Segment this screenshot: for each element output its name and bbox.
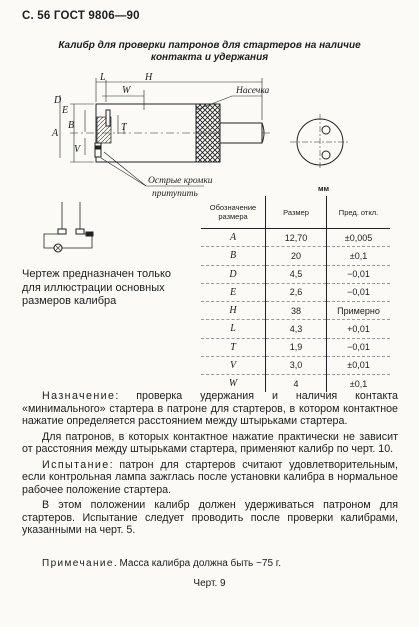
cell-size: 12,70: [266, 229, 327, 247]
table-row: [201, 247, 390, 265]
dim-label-D: D: [54, 95, 62, 106]
pin-top: [106, 110, 110, 126]
table-row: [201, 265, 390, 283]
header-designation: Обозначение размера: [201, 196, 266, 229]
cell-symbol: H: [201, 302, 266, 320]
cell-tolerance: ±0,005: [327, 229, 391, 247]
dim-label-W: W: [122, 85, 131, 96]
drawing-title-line-1: Калибр для проверки патронов для стартеров на наличие: [58, 40, 361, 51]
table-unit: мм: [318, 184, 330, 193]
cell-size: 38: [266, 302, 327, 320]
knurled-ring: [196, 104, 220, 162]
cell-size: 4: [266, 375, 327, 393]
cell-tolerance: ±0,01: [327, 356, 391, 374]
cell-size: 1,9: [266, 338, 327, 356]
table-row: [201, 283, 390, 301]
edges-label-line-2: притупить: [152, 189, 198, 199]
paragraph-purpose: [22, 390, 398, 428]
table-row: [201, 229, 390, 247]
cell-size: 2,6: [266, 283, 327, 301]
paragraph-test: [22, 459, 398, 497]
notch-label: Насечка: [236, 86, 270, 96]
page-header: С. 56 ГОСТ 9806—90: [22, 10, 140, 22]
note-text: . Масса калибра должна быть ~75 г.: [113, 558, 281, 569]
note-label: Примечание: [42, 558, 114, 569]
cell-symbol: L: [201, 320, 266, 338]
dim-label-A: A: [52, 128, 59, 139]
figure-reference: Черт. 9: [193, 578, 226, 589]
header-tolerance: Пред. откл.: [327, 196, 391, 229]
dim-label-B: B: [68, 120, 75, 131]
drawing-title-line-2: контакта и удержания: [150, 52, 269, 63]
cell-tolerance: ±0,1: [327, 375, 391, 393]
cell-symbol: W: [201, 375, 266, 393]
dim-label-V: V: [74, 144, 81, 155]
dim-label-E: E: [62, 105, 69, 116]
gauge-shaft: [220, 123, 262, 143]
cell-size: 4,5: [266, 265, 327, 283]
paragraph-hold: В этом положении калибр должен удерживаться патроном для стартеров. Испытание следует проводить после проверки калибрами, указанными на черт. 5.: [22, 499, 398, 536]
cell-tolerance: ±0,1: [327, 247, 391, 265]
cell-symbol: B: [201, 247, 266, 265]
cell-symbol: T: [201, 338, 266, 356]
table-row: [201, 356, 390, 374]
pin-bottom: [95, 143, 101, 157]
header-size: Размер: [266, 196, 327, 229]
cell-symbol: A: [229, 232, 237, 244]
test-text: : патрон для стартеров считают удовлетворительным, если контрольная лампа зажглась после установки калибра в нормальное рабочее положение стартера.: [22, 458, 398, 496]
test-label: Испытание: [42, 458, 110, 471]
edges-label-line-1: Острые кромки: [148, 176, 213, 186]
dimensions-table: [201, 196, 390, 392]
cell-symbol: V: [201, 356, 266, 374]
cell-symbol: E: [201, 283, 266, 301]
cell-tolerance: −0,01: [327, 338, 391, 356]
purpose-label: Назначение: [42, 390, 116, 402]
table-row: [201, 320, 390, 338]
dim-label-L: L: [100, 72, 106, 83]
dim-label-H: H: [145, 72, 153, 83]
cell-tolerance: Примерно: [327, 302, 391, 320]
dim-label-T: T: [121, 122, 127, 133]
cell-tolerance: −0,01: [327, 283, 391, 301]
paragraph-alternative: Для патронов, в которых контактное нажатие практически не зависит от расстояния между штырьками стартера, применяют калибр по черт. 10.: [22, 430, 398, 455]
cell-size: 3,0: [266, 356, 327, 374]
note: [22, 558, 398, 569]
drawing-caption: Чертеж предназначен только для иллюстрации основных размеров калибра: [22, 268, 172, 307]
cell-tolerance: −0,01: [327, 265, 391, 283]
cell-size: 4,3: [266, 320, 327, 338]
cell-symbol: D: [201, 265, 266, 283]
body-text: [22, 390, 398, 540]
cell-size: 20: [266, 247, 327, 265]
purpose-text: : проверка удержания и наличия контакта «минимального» стартера в патроне для стартеров, в котором контактное нажатие определяется расстоянием между штырьками стартера.: [22, 390, 398, 427]
table-row: [201, 302, 390, 320]
cell-tolerance: +0,01: [327, 320, 391, 338]
table-row: [201, 338, 390, 356]
